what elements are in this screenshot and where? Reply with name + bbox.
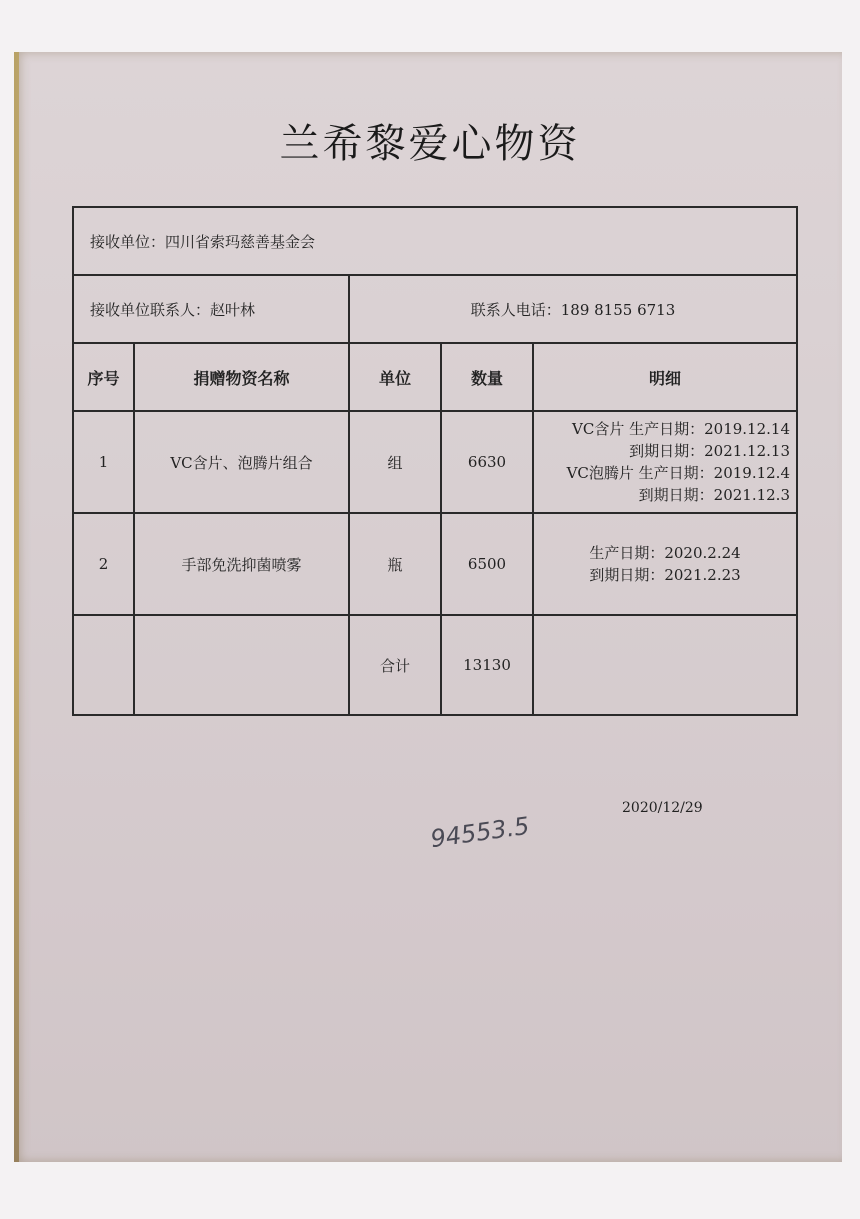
detail-line: 到期日期：2021.12.3 [638,486,790,504]
row-name: VC含片、泡腾片组合 [134,411,349,513]
row-no: 1 [73,411,134,513]
row-qty: 6630 [441,411,533,513]
document-title: 兰希黎爱心物资 [279,121,581,167]
total-row [73,615,797,715]
contact-row [73,275,797,343]
handwritten-note-text: 94553.5 [428,811,532,854]
total-empty-name [134,615,349,715]
detail-line: VC含片 生产日期：2019.12.14 [572,420,790,438]
detail-line: 到期日期：2021.12.13 [629,442,790,460]
donation-table [72,206,798,716]
table-row [73,411,797,513]
total-empty-no [73,615,134,715]
detail-line: VC泡腾片 生产日期：2019.12.4 [566,464,790,482]
contact-person-cell: 接收单位联系人：赵叶林 [73,275,349,343]
receiver-cell: 接收单位：四川省索玛慈善基金会 [73,207,797,275]
header-qty: 数量 [441,343,533,411]
row-unit: 组 [349,411,441,513]
table-header-row [73,343,797,411]
header-detail: 明细 [533,343,797,411]
total-empty-detail [533,615,797,715]
receiver-row [73,207,797,275]
row-qty: 6500 [441,513,533,615]
row-unit: 瓶 [349,513,441,615]
detail-line: 到期日期：2021.2.23 [589,566,741,584]
detail-line: 生产日期：2020.2.24 [589,544,741,562]
paper-edge [14,52,19,1162]
table-row [73,513,797,615]
row-no: 2 [73,513,134,615]
total-qty: 13130 [441,615,533,715]
row-detail [533,513,797,615]
header-unit: 单位 [349,343,441,411]
row-name: 手部免洗抑菌喷雾 [134,513,349,615]
header-name: 捐赠物资名称 [134,343,349,411]
document-date: 2020/12/29 [622,800,703,816]
row-detail [533,411,797,513]
contact-phone-cell: 联系人电话：189 8155 6713 [349,275,797,343]
header-no: 序号 [73,343,134,411]
total-label: 合计 [349,615,441,715]
